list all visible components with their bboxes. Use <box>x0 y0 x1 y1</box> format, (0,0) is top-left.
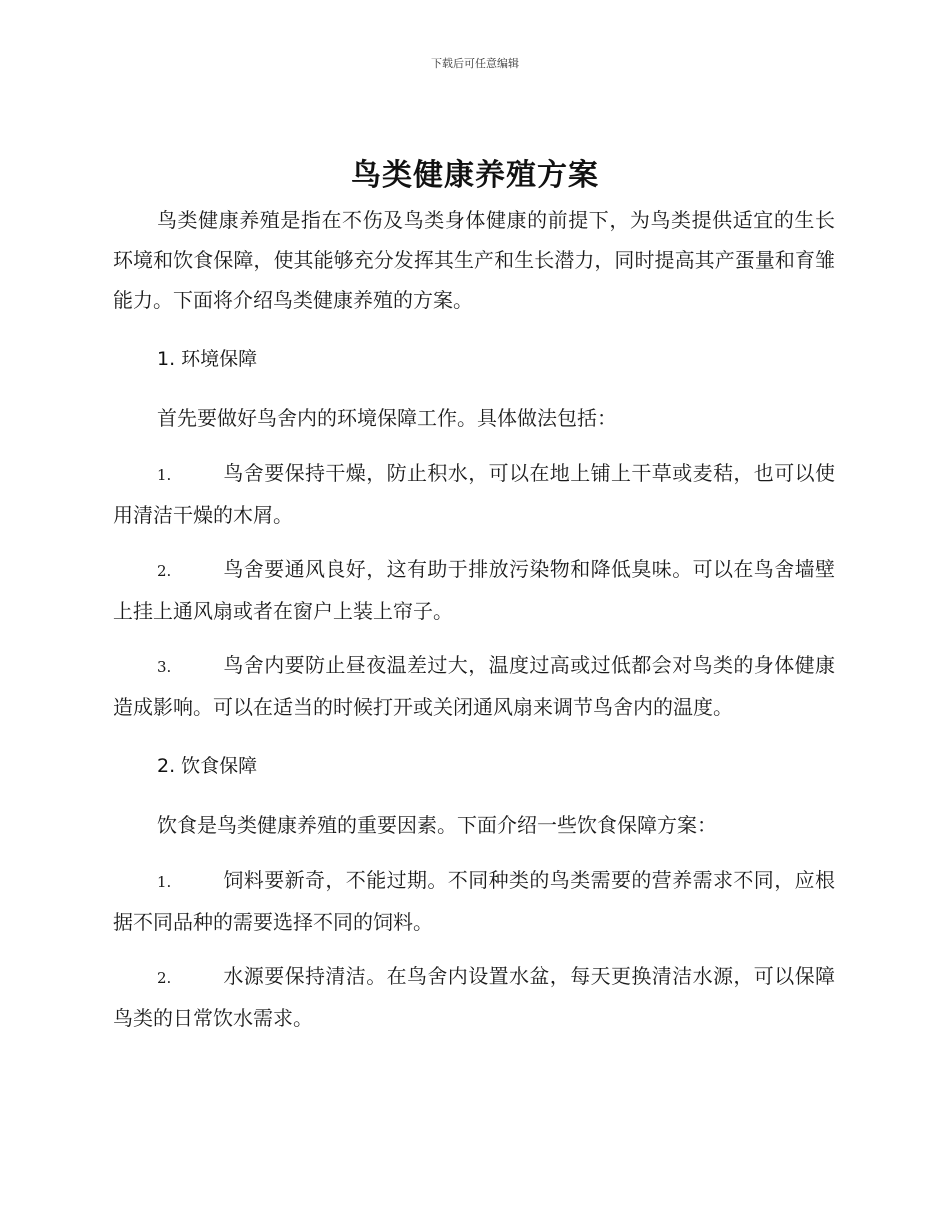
list-number: 3. <box>157 658 172 676</box>
section-lead: 饮食是鸟类健康养殖的重要因素。下面介绍一些饮食保障方案： <box>157 813 717 837</box>
section-heading: 1. 环境保障 <box>157 348 258 370</box>
list-item <box>113 549 835 631</box>
list-item <box>113 860 835 942</box>
list-item <box>113 645 835 727</box>
list-text: 水源要保持清洁。在鸟舍内设置水盆，每天更换清洁水源，可以保障鸟类的日常饮水需求。 <box>113 964 835 1030</box>
section-lead: 首先要做好鸟舍内的环境保障工作。具体做法包括： <box>157 406 617 430</box>
section-heading: 2. 饮食保障 <box>157 755 258 777</box>
list-text: 鸟舍内要防止昼夜温差过大，温度过高或过低都会对鸟类的身体健康造成影响。可以在适当的时候打开或关闭通风扇来调节鸟舍内的温度。 <box>113 653 835 719</box>
section-environment <box>113 340 835 727</box>
header-note: 下载后可任意编辑 <box>431 57 519 70</box>
intro-paragraph: 鸟类健康养殖是指在不伤及鸟类身体健康的前提下，为鸟类提供适宜的生长环境和饮食保障，使其能够充分发挥其生产和生长潜力，同时提高其产蛋量和育雏能力。下面将介绍鸟类健康养殖的方案。 <box>113 208 835 312</box>
list-number: 1. <box>157 466 172 484</box>
list-text: 饲料要新奇，不能过期。不同种类的鸟类需要的营养需求不同，应根据不同品种的需要选择不同的饲料。 <box>113 868 835 934</box>
list-number: 2. <box>157 969 172 987</box>
list-item <box>113 956 835 1038</box>
list-number: 1. <box>157 873 172 891</box>
section-diet <box>113 747 835 1038</box>
document-body <box>113 200 835 1052</box>
list-text: 鸟舍要通风良好，这有助于排放污染物和降低臭味。可以在鸟舍墙壁上挂上通风扇或者在窗户上装上帘子。 <box>113 557 835 623</box>
list-item <box>113 453 835 535</box>
document-title: 鸟类健康养殖方案 <box>351 158 599 193</box>
list-number: 2. <box>157 562 172 580</box>
list-text: 鸟舍要保持干燥，防止积水，可以在地上铺上干草或麦秸，也可以使用清洁干燥的木屑。 <box>113 461 835 527</box>
